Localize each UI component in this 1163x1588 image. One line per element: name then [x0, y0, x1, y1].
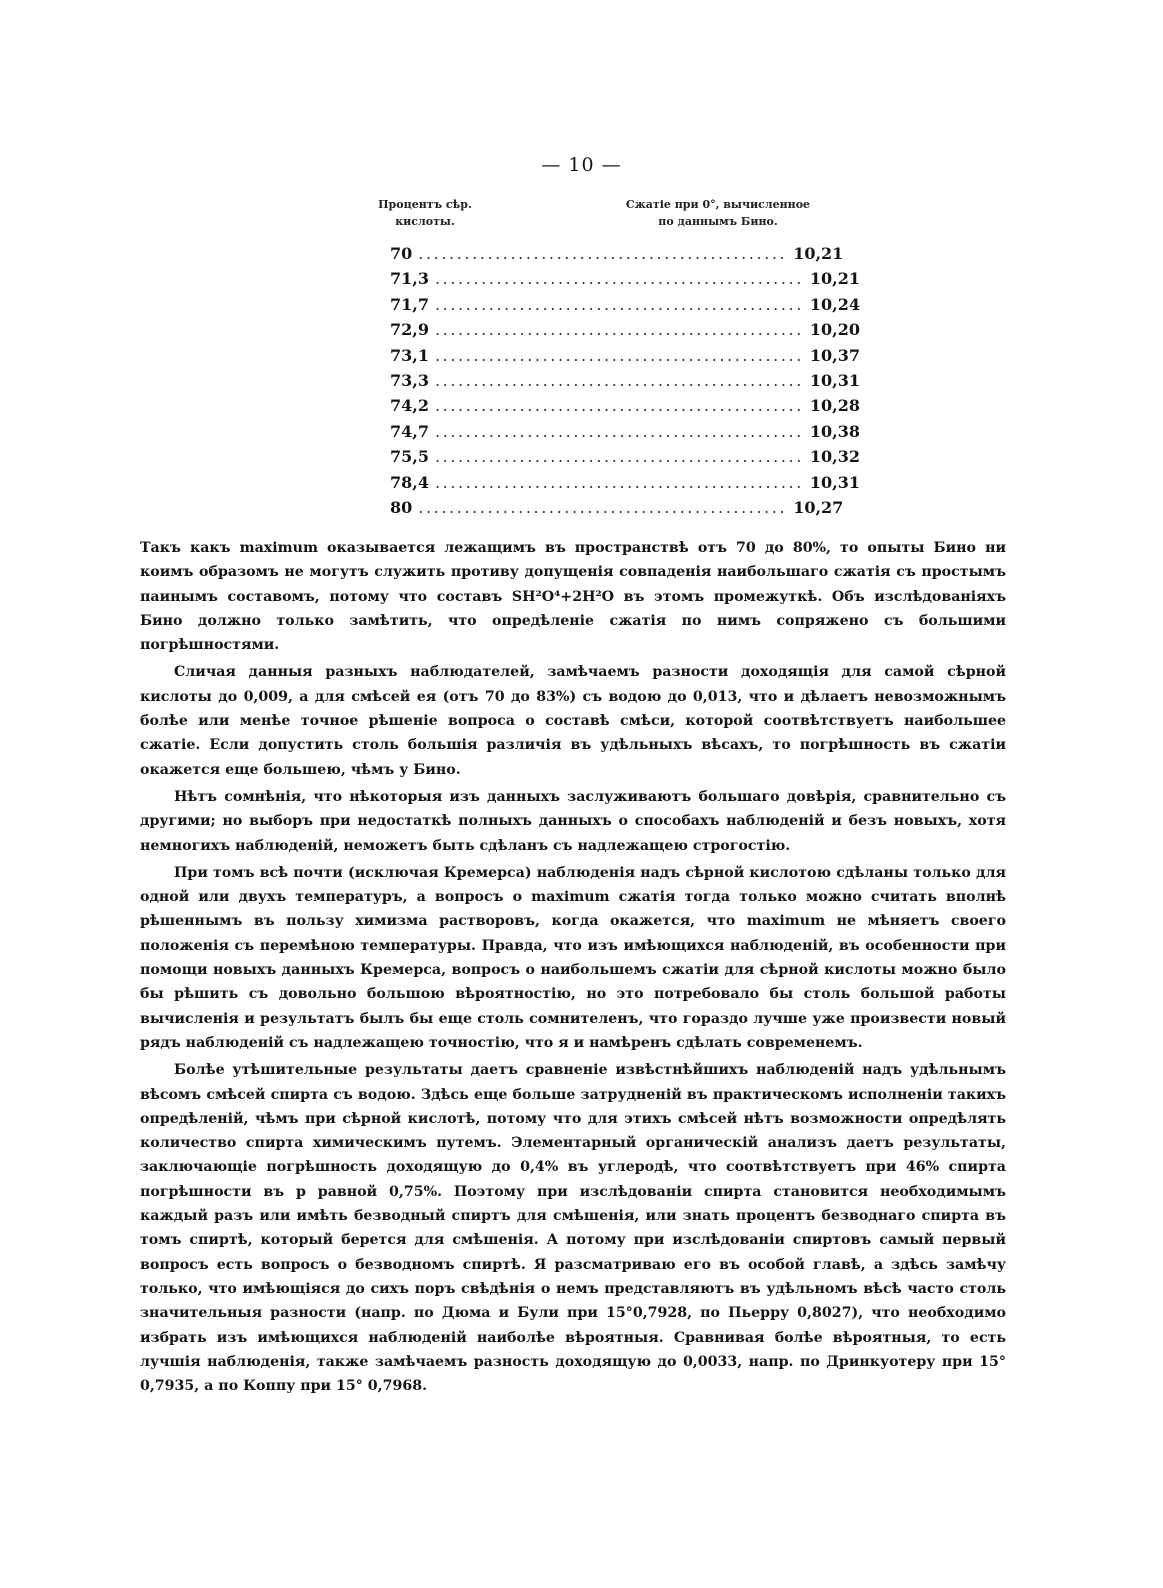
value-cell: 10,27 [793, 497, 844, 517]
table-row [390, 294, 861, 320]
leader-dots: ................................................ [434, 345, 804, 365]
page-number: — 10 — [541, 154, 622, 176]
value-cell: 10,28 [809, 396, 861, 416]
table-row [390, 472, 861, 498]
value-cell: 10,21 [809, 269, 861, 289]
percent-cell: 71,3 [390, 269, 429, 289]
leader-dots: ................................................ [418, 244, 788, 263]
value-cell: 10,24 [809, 294, 861, 314]
leader-dots: ................................................ [434, 320, 804, 340]
percent-cell: 73,3 [390, 370, 429, 390]
value-cell: 10,32 [809, 447, 861, 467]
value-cell: 10,38 [809, 421, 861, 441]
data-table [390, 244, 861, 523]
leader-dots: ................................................ [434, 447, 804, 467]
paragraph: Такъ какъ maximum оказывается лежащимъ въ пространствѣ отъ 70 до 80%, то опыты Бино ни коимъ образомъ не могутъ служить противу допущенія совпаденія наибольшаго сжатія съ простымъ паинымъ составомъ, потому что составъ SH²O⁴+2H²O въ этомъ промежуткѣ. Объ изслѣдованіяхъ Бино должно только замѣтить, что опредѣленіе сжатія по нимъ сопряжено съ большими погрѣшностями. [140, 540, 1006, 654]
percent-cell: 78,4 [390, 472, 429, 492]
leader-dots: ................................................ [434, 472, 804, 492]
leader-dots: ................................................ [434, 294, 804, 314]
leader-dots: ................................................ [434, 396, 804, 416]
table-row [390, 396, 861, 421]
table-row [390, 244, 844, 269]
leader-dots: ................................................ [434, 421, 804, 441]
table-row [390, 421, 861, 447]
leader-dots: ................................................ [434, 269, 804, 289]
table-header-compression: Сжатіе при 0°, вычисленное по даннымъ Бино. [625, 198, 811, 228]
percent-cell: 75,5 [390, 447, 429, 467]
value-cell: 10,31 [809, 472, 861, 492]
body-text [140, 536, 1006, 1398]
value-cell: 10,31 [809, 370, 861, 390]
table-header-percent: Процентъ сѣр. кислоты. [378, 198, 472, 228]
table-row [390, 269, 861, 294]
leader-dots: ................................................ [418, 497, 788, 517]
paragraph: Болѣе утѣшительные результаты даетъ сравненіе извѣстнѣйшихъ наблюденій надъ удѣльнымъ вѣсомъ смѣсей спирта съ водою. Здѣсь еще больше затрудненій въ практическомъ исполненіи такихъ опредѣленій, чѣмъ при сѣрной кислотѣ, потому что для этихъ смѣсей нѣтъ возможности опредѣлять количество спирта химическимъ путемъ. Элементарный органическій анализъ даетъ результаты, заключающіе погрѣшность доходящую до 0,4% въ углеродѣ, что соотвѣтствуетъ при 46% спирта погрѣшности въ р равной 0,75%. Поэтому при изслѣдованіи спирта становится необходимымъ каждый разъ или имѣть безводный спиртъ для смѣшенія, или знать процентъ безводнаго спирта въ томъ спиртѣ, который берется для смѣшенія. А потому при изслѣдованіи спиртовъ самый первый вопросъ есть вопросъ о безводномъ спиртѣ. Я разсматриваю его въ особой главѣ, а здѣсь замѣчу только, что имѣющіяся до сихъ поръ свѣдѣнія о немъ представляютъ въ удѣльномъ вѣсѣ часто столь значительныя разности (напр. по Дюма и Були при 15°0,7928, по Пьерру 0,8027), что необходимо избрать изъ имѣющихся наблюденій наиболѣе вѣроятныя. Сравнивая болѣе вѣроятныя, то есть лучшія наблюденія, также замѣчаемъ разность доходящую до 0,0033, напр. по Дринкуотеру при 15° 0,7935, а по Коппу при 15° 0,7968. [140, 1062, 1006, 1395]
paragraph: При томъ всѣ почти (исключая Кремерса) наблюденія надъ сѣрной кислотою сдѣланы только для одной или двухъ температуръ, а вопросъ о maximum сжатія тогда только можно считать вполнѣ рѣшеннымъ въ пользу химизма растворовъ, когда окажется, что maximum не мѣняетъ своего положенія съ перемѣною температуры. Правда, что изъ имѣющихся наблюденій, въ особенности при помощи новыхъ данныхъ Кремерса, вопросъ о наибольшемъ сжатіи для сѣрной кислоты можно было бы рѣшить съ довольно большою вѣроятностію, но это потребовало бы столь большой работы вычисленія и результатъ былъ бы еще столь сомнителенъ, что гораздо лучше уже произвести новый рядъ наблюденій съ надлежащею точностію, что я и намѣренъ сдѣлать современемъ. [140, 864, 1006, 1051]
table-row [390, 447, 861, 472]
percent-cell: 72,9 [390, 320, 429, 340]
table-row [390, 320, 861, 345]
table-row [390, 370, 861, 396]
percent-cell: 70 [390, 244, 413, 263]
percent-cell: 74,7 [390, 421, 429, 441]
paragraph: Нѣтъ сомнѣнія, что нѣкоторыя изъ данныхъ заслуживаютъ большаго довѣрія, сравнительно съ другими; но выборъ при недостаткѣ полныхъ данныхъ о способахъ наблюденій и безъ новыхъ, хотя немногихъ наблюденій, неможетъ быть сдѣланъ съ надлежащею строгостію. [140, 788, 1006, 854]
percent-cell: 80 [390, 497, 413, 517]
table-row [390, 497, 844, 523]
value-cell: 10,37 [809, 345, 861, 365]
percent-cell: 71,7 [390, 294, 429, 314]
percent-cell: 74,2 [390, 396, 429, 416]
leader-dots: ................................................ [434, 370, 804, 390]
value-cell: 10,21 [793, 244, 844, 263]
percent-cell: 73,1 [390, 345, 429, 365]
table-row [390, 345, 861, 371]
paragraph: Сличая данныя разныхъ наблюдателей, замѣчаемъ разности доходящія для самой сѣрной кислоты до 0,009, а для смѣсей ея (отъ 70 до 83%) съ водою до 0,013, что и дѣлаетъ невозможнымъ болѣе или менѣе точное рѣшеніе вопроса о составѣ смѣси, которой соотвѣтствуетъ наибольшее сжатіе. Если допустить столь большія различія въ удѣльныхъ вѣсахъ, то погрѣшность въ сжатіи окажется еще большею, чѣмъ у Бино. [140, 664, 1006, 778]
value-cell: 10,20 [809, 320, 861, 340]
